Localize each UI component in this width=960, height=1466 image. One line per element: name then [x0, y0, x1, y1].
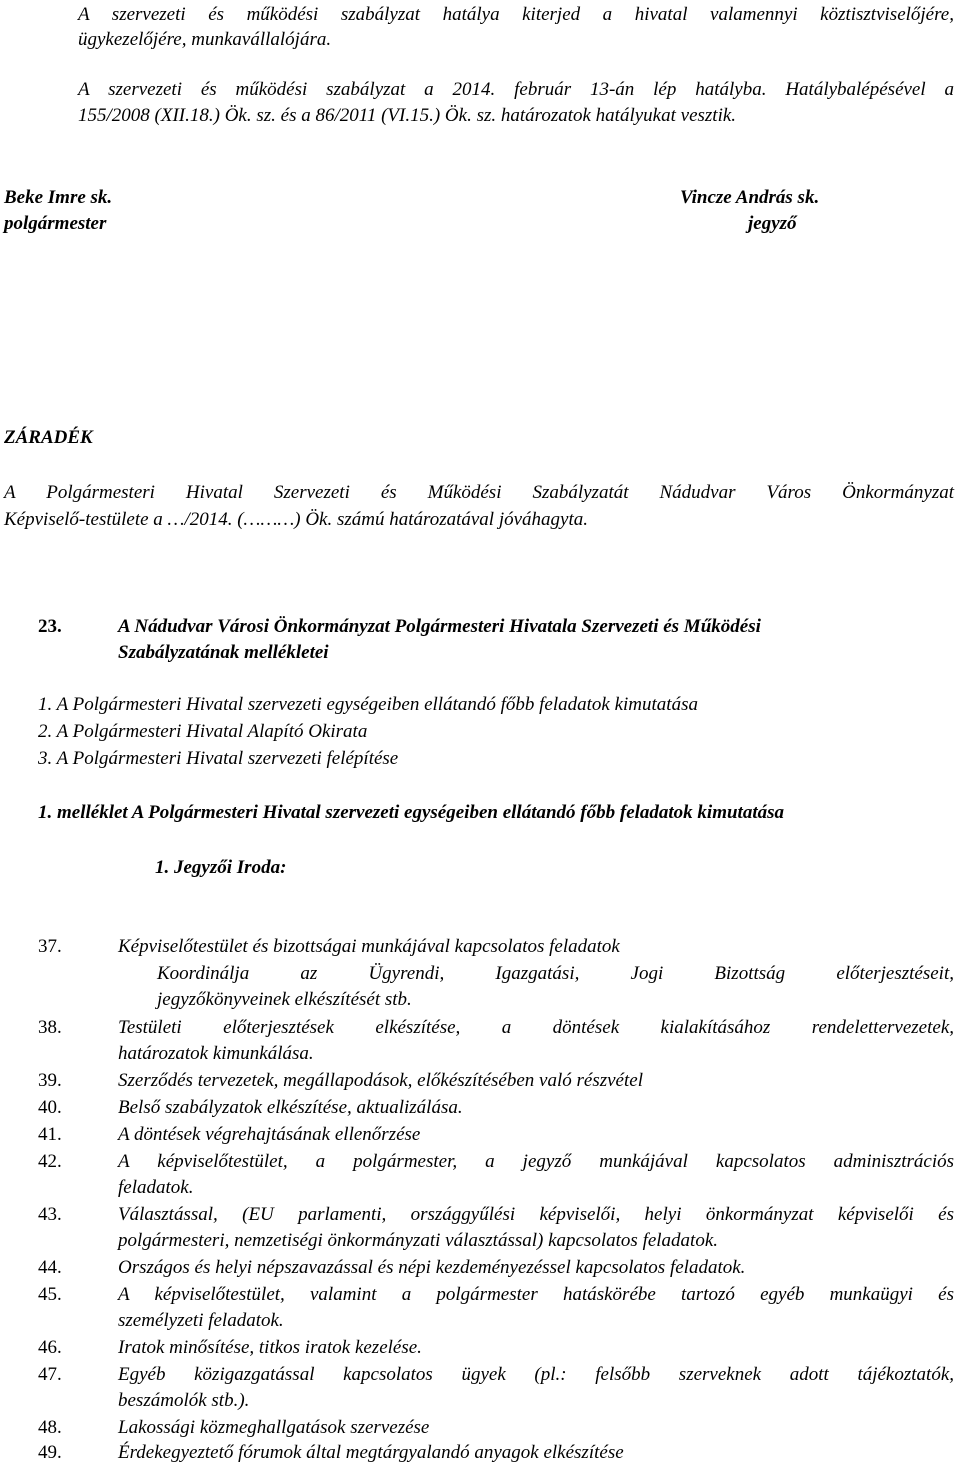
task-text: Egyéb közigazgatással kapcsolatos ügyek (pl.: felsőbb szerveknek adott tájékoztatók,: [118, 1364, 954, 1385]
annex-list-item-2: 2. A Polgármesteri Hivatal Alapító Okirata: [38, 721, 368, 742]
annex-list-item-1: 1. A Polgármesteri Hivatal szervezeti egységeiben ellátandó főbb feladatok kimutatása: [38, 694, 698, 715]
task-text: polgármesteri, nemzetiségi önkormányzati választással) kapcsolatos feladatok.: [118, 1230, 719, 1251]
task-text: Lakossági közmeghallgatások szervezése: [118, 1417, 430, 1438]
task-text: jegyzőkönyveinek elkészítését stb.: [157, 989, 412, 1010]
task-text: A képviselőtestület, a polgármester, a jegyző munkájával kapcsolatos adminisztrációs: [118, 1151, 954, 1172]
task-text: Képviselőtestület és bizottságai munkájával kapcsolatos feladatok: [118, 936, 620, 957]
annex1-heading: 1. melléklet A Polgármesteri Hivatal szervezeti egységeiben ellátandó főbb feladatok kimutatása: [38, 802, 785, 823]
task-text: Belső szabályzatok elkészítése, aktualizálása.: [118, 1097, 463, 1118]
intro-p1-line1: A szervezeti és működési szabályzat hatálya kiterjed a hivatal valamennyi köztisztviselőjére,: [78, 4, 954, 25]
signature-right-title: jegyző: [748, 213, 797, 234]
annex1-subheading: 1. Jegyzői Iroda:: [155, 857, 287, 878]
section-23-title-line1: A Nádudvar Városi Önkormányzat Polgármesteri Hivatala Szervezeti és Működési: [118, 616, 761, 637]
task-text: A képviselőtestület, valamint a polgármester hatáskörébe tartozó egyéb munkaügyi és: [118, 1284, 954, 1305]
signature-left-title: polgármester: [4, 213, 107, 234]
task-number: 46.: [38, 1337, 62, 1358]
task-text: A döntések végrehajtásának ellenőrzése: [118, 1124, 421, 1145]
zaradek-line2: Képviselő-testülete a …/2014. (………) Ök. számú határozatával jóváhagyta.: [4, 509, 589, 530]
task-text: feladatok.: [118, 1177, 194, 1198]
task-text: személyzeti feladatok.: [118, 1310, 284, 1331]
task-text: Iratok minősítése, titkos iratok kezelése.: [118, 1337, 422, 1358]
task-text: Szerződés tervezetek, megállapodások, előkészítésében való részvétel: [118, 1070, 643, 1091]
task-text: Koordinálja az Ügyrendi, Igazgatási, Jogi Bizottság előterjesztéseit,: [157, 963, 954, 984]
task-number: 39.: [38, 1070, 62, 1091]
task-number: 37.: [38, 936, 62, 957]
zaradek-heading: ZÁRADÉK: [4, 427, 93, 448]
intro-p2-line1: A szervezeti és működési szabályzat a 2014. február 13-án lép hatályba. Hatálybalépésével a: [78, 79, 954, 100]
signature-left-name: Beke Imre sk.: [4, 187, 113, 208]
task-text: határozatok kimunkálása.: [118, 1043, 314, 1064]
task-text: beszámolók stb.).: [118, 1390, 250, 1411]
task-number: 48.: [38, 1417, 62, 1438]
task-number: 42.: [38, 1151, 62, 1172]
section-23-title-line2: Szabályzatának mellékletei: [118, 642, 329, 663]
task-number: 40.: [38, 1097, 62, 1118]
task-text: Érdekegyeztető fórumok által megtárgyalandó anyagok elkészítése: [118, 1442, 624, 1463]
intro-p2-line2: 155/2008 (XII.18.) Ök. sz. és a 86/2011 (VI.15.) Ök. sz. határozatok hatályukat vesztik.: [78, 105, 737, 126]
section-23-number: 23.: [38, 616, 62, 637]
task-text: Testületi előterjesztések elkészítése, a döntések kialakításához rendelettervezetek,: [118, 1017, 954, 1038]
signature-right-name: Vincze András sk.: [680, 187, 820, 208]
intro-p1-line2: ügykezelőjére, munkavállalójára.: [78, 29, 332, 50]
task-number: 49.: [38, 1442, 62, 1463]
task-number: 41.: [38, 1124, 62, 1145]
task-number: 38.: [38, 1017, 62, 1038]
task-number: 44.: [38, 1257, 62, 1278]
task-number: 43.: [38, 1204, 62, 1225]
task-text: Országos és helyi népszavazással és népi kezdeményezéssel kapcsolatos feladatok.: [118, 1257, 746, 1278]
task-text: Választással, (EU parlamenti, országgyűlési képviselői, helyi önkormányzat képviselői és: [118, 1204, 954, 1225]
task-number: 45.: [38, 1284, 62, 1305]
task-number: 47.: [38, 1364, 62, 1385]
annex-list-item-3: 3. A Polgármesteri Hivatal szervezeti felépítése: [38, 748, 399, 769]
zaradek-line1: A Polgármesteri Hivatal Szervezeti és Működési Szabályzatát Nádudvar Város Önkormányzat: [4, 482, 954, 503]
